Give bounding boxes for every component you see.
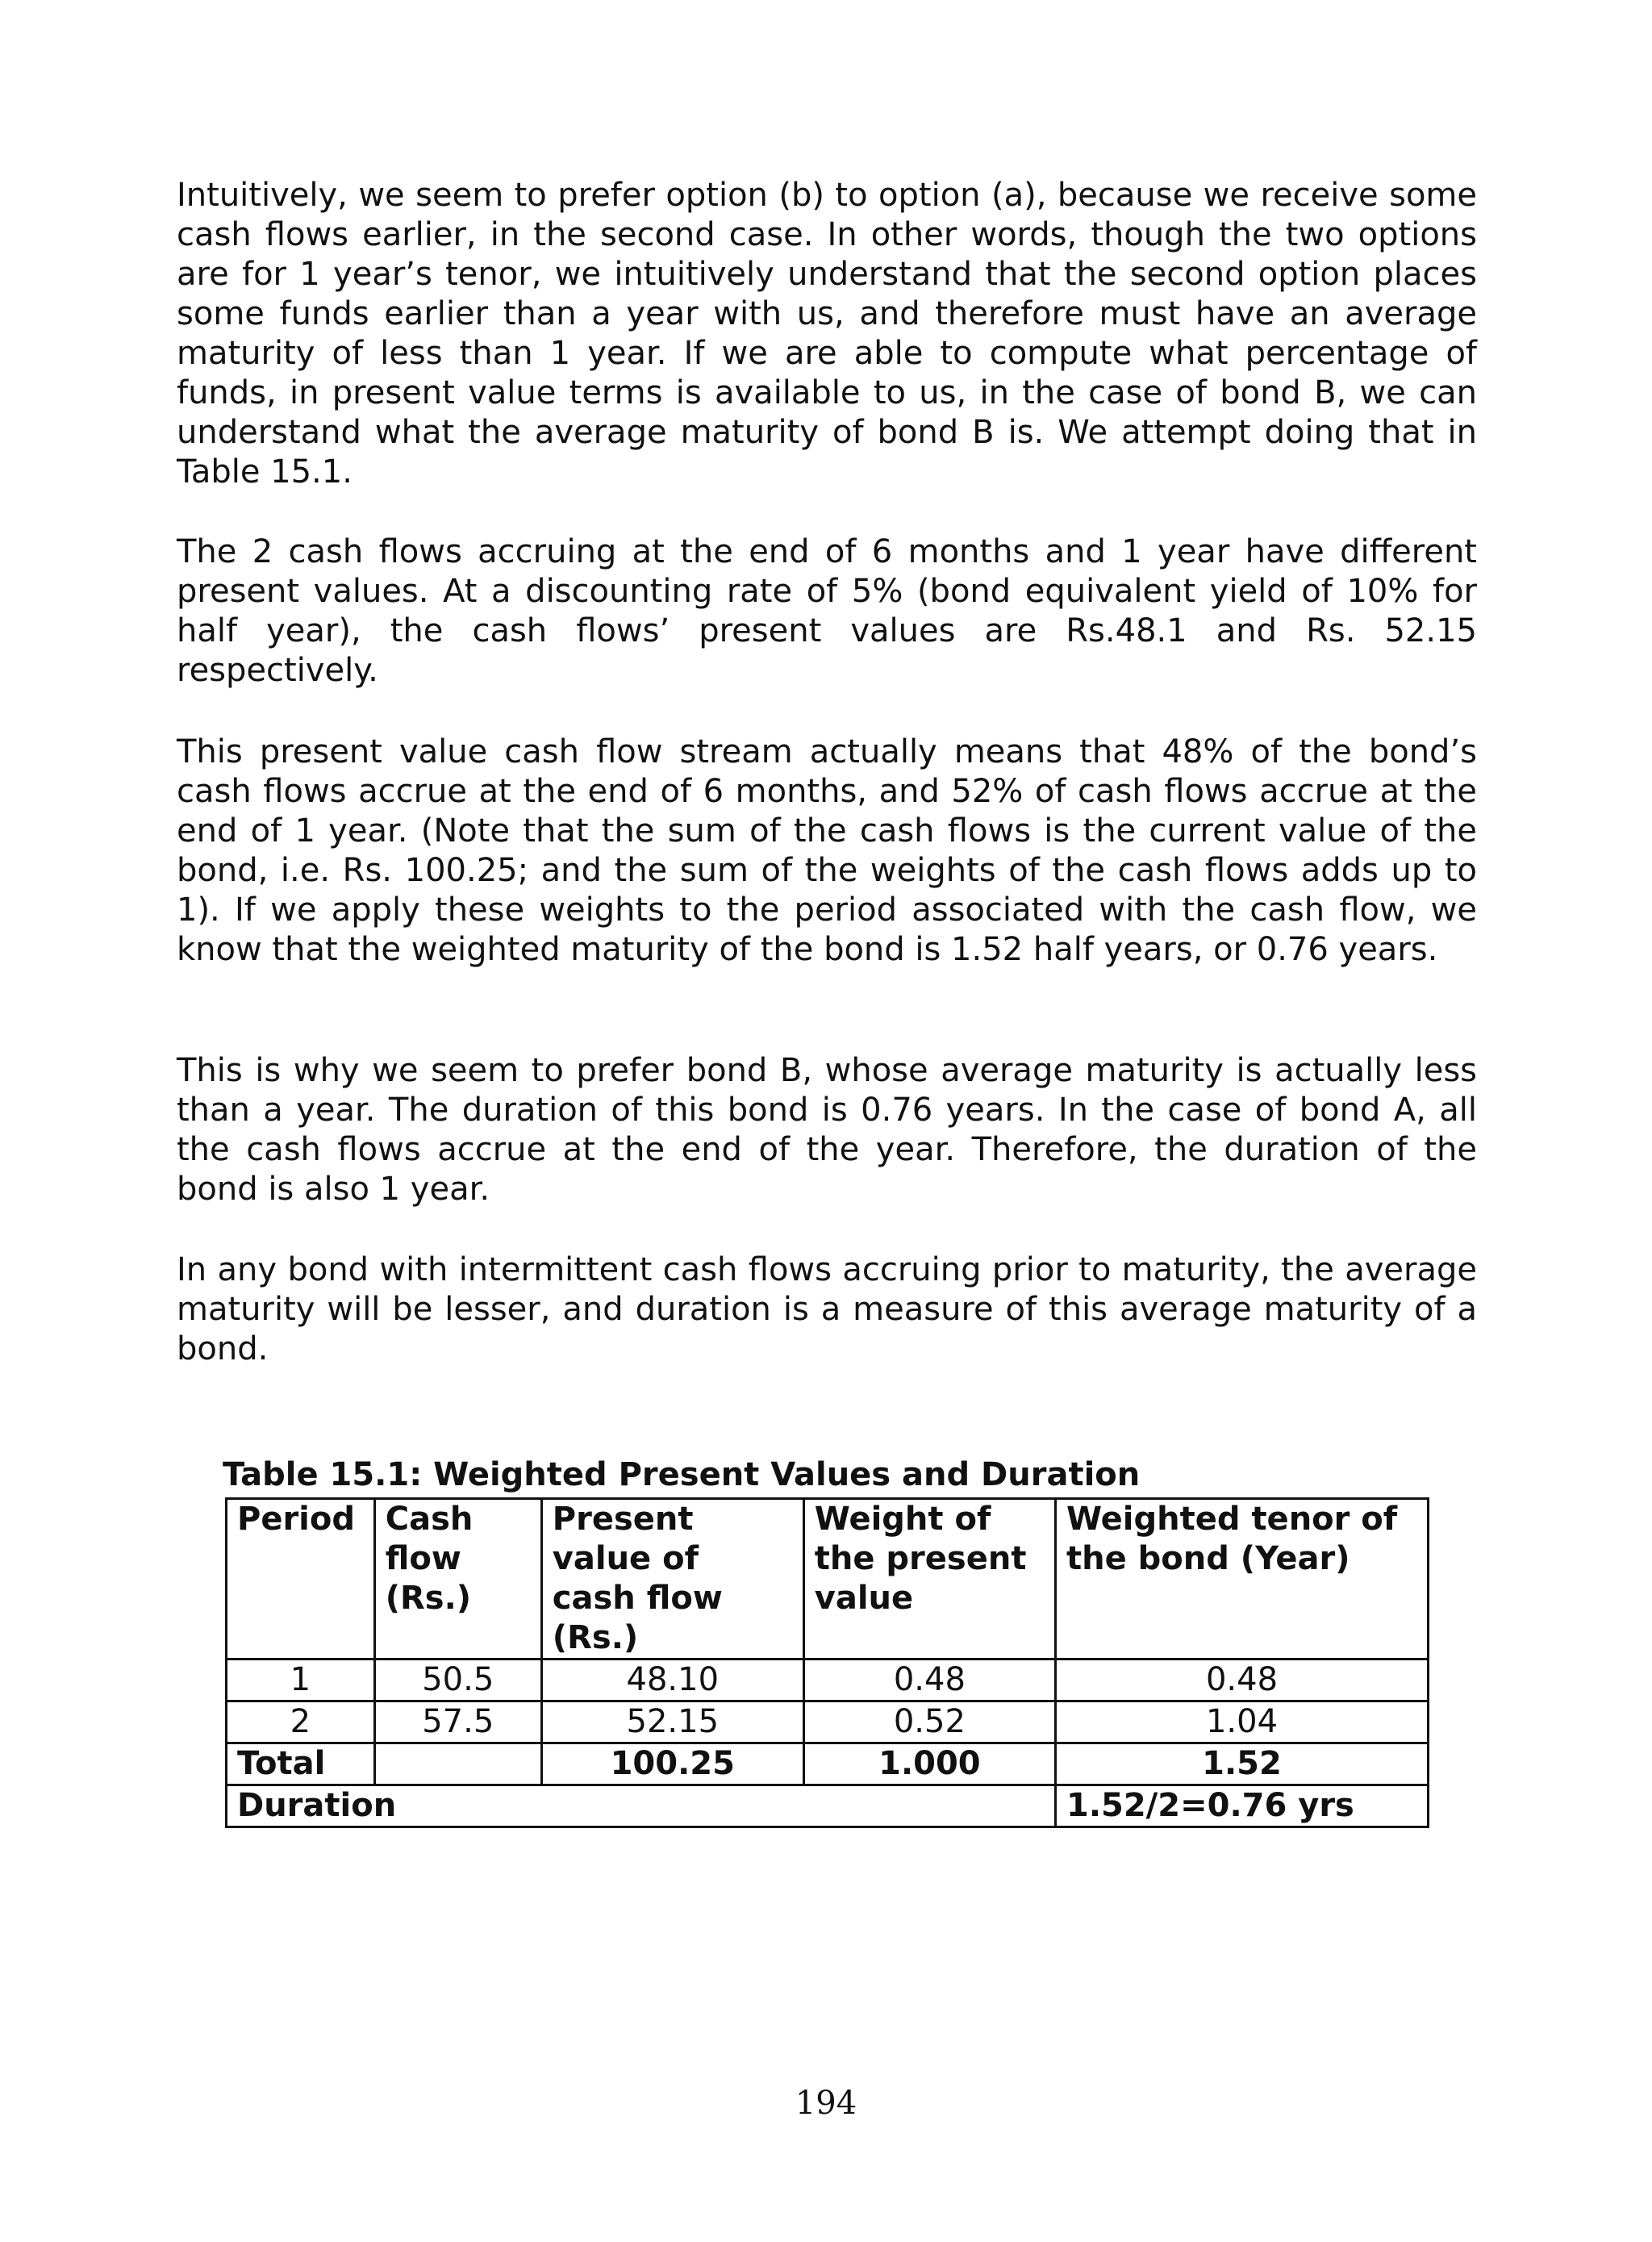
header-weight: Weight of the present value (803, 1499, 1055, 1660)
total-weight: 1.000 (803, 1743, 1055, 1785)
cell-weighted-tenor: 0.48 (1055, 1660, 1428, 1701)
header-period: Period (227, 1499, 375, 1660)
cell-period: 2 (227, 1701, 375, 1743)
total-present-value: 100.25 (541, 1743, 803, 1785)
total-weighted-tenor: 1.52 (1055, 1743, 1428, 1785)
paragraph-1: Intuitively, we seem to prefer option (b) to option (a), because we receive some cash flows earlier, in the second case. In other words, though the two options are for 1 year’s tenor, we intuitively understand that the second option places some funds earlier than a year with us, and therefore must have an average maturity of less than 1 year. If we are able to compute what percentage of funds, in present value terms is available to us, in the case of bond B, we can understand what the average maturity of bond B is. We attempt doing that in Table 15.1. (177, 177, 1477, 491)
paragraph-5: In any bond with intermittent cash flows accruing prior to maturity, the average maturity will be lesser, and duration is a measure of this average maturity of a bond. (177, 1251, 1477, 1367)
header-present-value: Present value of cash flow (Rs.) (541, 1499, 803, 1660)
cell-weighted-tenor: 1.04 (1055, 1701, 1428, 1743)
paragraph-2: The 2 cash flows accruing at the end of 6 months and 1 year have different present values. At a discounting rate of 5% (bond equivalent yield of 10% for half year), the cash flows’ present values are Rs.48.1 and Rs. 52.15 respectively. (177, 533, 1477, 689)
duration-value: 1.52/2=0.76 yrs (1055, 1785, 1428, 1827)
table-row (227, 1660, 1429, 1701)
duration-label: Duration (227, 1785, 1056, 1827)
table-row (227, 1701, 1429, 1743)
header-cash-flow: Cash flow (Rs.) (374, 1499, 541, 1660)
table-total-row (227, 1743, 1429, 1785)
total-cash-flow (374, 1743, 541, 1785)
table-caption: Table 15.1: Weighted Present Values and Duration (223, 1456, 1141, 1493)
cell-cash-flow: 50.5 (374, 1660, 541, 1701)
table-header-row (227, 1499, 1429, 1660)
cell-weight: 0.48 (803, 1660, 1055, 1701)
cell-present-value: 52.15 (541, 1701, 803, 1743)
cell-weight: 0.52 (803, 1701, 1055, 1743)
cell-present-value: 48.10 (541, 1660, 803, 1701)
duration-table (225, 1497, 1429, 1828)
cell-cash-flow: 57.5 (374, 1701, 541, 1743)
paragraph-4: This is why we seem to prefer bond B, whose average maturity is actually less than a year. The duration of this bond is 0.76 years. In the case of bond A, all the cash flows accrue at the end of the year. Therefore, the duration of the bond is also 1 year. (177, 1052, 1477, 1208)
cell-period: 1 (227, 1660, 375, 1701)
total-label: Total (227, 1743, 375, 1785)
page-number: 194 (795, 2085, 857, 2122)
table-duration-row (227, 1785, 1429, 1827)
paragraph-3: This present value cash flow stream actually means that 48% of the bond’s cash flows accrue at the end of 6 months, and 52% of cash flows accrue at the end of 1 year. (Note that the sum of the cash flows is the current value of the bond, i.e. Rs. 100.25; and the sum of the weights of the cash flows adds up to 1). If we apply these weights to the period associated with the cash flow, we know that the weighted maturity of the bond is 1.52 half years, or 0.76 years. (177, 733, 1477, 968)
header-weighted-tenor: Weighted tenor of the bond (Year) (1055, 1499, 1428, 1660)
